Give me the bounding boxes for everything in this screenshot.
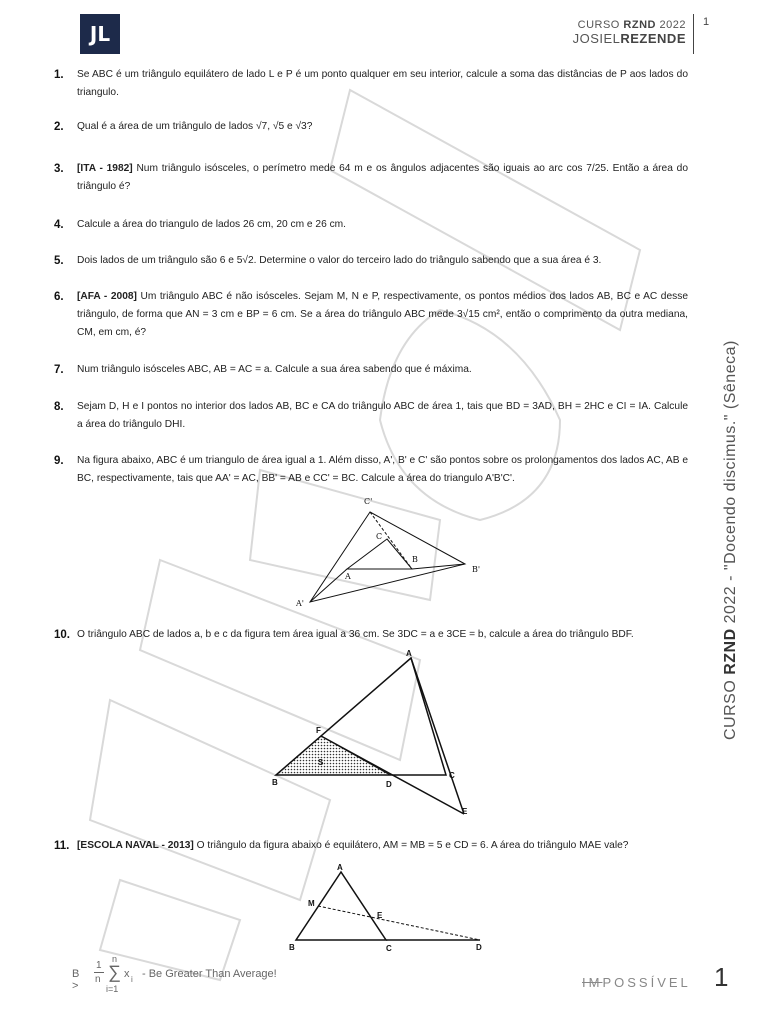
label-b-prime: B' <box>472 565 481 574</box>
question-number: 11. <box>54 840 70 852</box>
side-caption: CURSO RZND 2022 - "Docendo discimus." (Sêneca) <box>722 340 739 740</box>
question-1 <box>54 66 688 102</box>
brand-logo: JL <box>80 14 120 54</box>
question-text: Dois lados de um triângulo são 6 e 5√2. Determine o valor do terceiro lado do triângulo sabendo que a sua área é 3. <box>77 255 602 266</box>
figure-q10 <box>266 648 476 818</box>
question-9 <box>54 452 688 488</box>
label-c-prime: C' <box>364 497 373 506</box>
question-text: Sejam D, H e I pontos no interior dos lados AB, BC e CA do triângulo ABC de área 1, tais que BD = 3AD, BH = 2HC e CI = IA. Calcule a área do triângulo DHI. <box>77 401 688 430</box>
label-a: A <box>406 649 412 658</box>
question-8 <box>54 398 688 434</box>
label-e: E <box>377 911 383 920</box>
question-text: Num triângulo isósceles ABC, AB = AC = a. Calcule a sua área sabendo que é máxima. <box>77 364 472 375</box>
figure-q11 <box>284 860 489 952</box>
question-source: [AFA - 2008] <box>77 291 137 302</box>
label-b: B <box>289 943 295 952</box>
question-text: Um triângulo ABC é não isósceles. Sejam M, N e P, respectivamente, os pontos médios dos lados AB, BC e AC desse triângulo, de forma que AN = 3 cm e BP = 6 cm. Se a área do triângulo ABC mede 3√15 cm², então o comprimento da outra mediana, CM, em cm, é? <box>77 291 688 338</box>
label-f: F <box>316 726 321 735</box>
question-2 <box>54 118 688 136</box>
page-header: CURSO RZND 2022 JOSIELREZENDE <box>572 19 686 46</box>
label-d: D <box>476 943 482 952</box>
label-c: C <box>449 771 455 780</box>
question-number: 2. <box>54 121 64 133</box>
question-source: [ESCOLA NAVAL - 2013] <box>77 840 194 851</box>
label-b: B <box>412 555 418 564</box>
question-text: Qual é a área de um triângulo de lados √7, √5 e √3? <box>77 121 313 132</box>
question-number: 4. <box>54 219 64 231</box>
triangle-outer <box>310 512 465 602</box>
question-3 <box>54 160 688 196</box>
question-text: Calcule a área do triangulo de lados 26 cm, 20 cm e 26 cm. <box>77 219 346 230</box>
label-s: S <box>318 758 324 767</box>
label-b: B <box>272 778 278 787</box>
question-7 <box>54 361 688 379</box>
question-number: 7. <box>54 364 64 376</box>
label-c: C <box>376 532 383 541</box>
label-d: D <box>386 780 392 789</box>
label-c: C <box>386 944 392 952</box>
question-text: Num triângulo isósceles, o perímetro mede 64 m e os ângulos adjacentes são iguais ao arc cos 7/25. Então a área do triângulo é? <box>77 163 688 192</box>
question-number: 5. <box>54 255 64 267</box>
figure-q9 <box>290 492 490 612</box>
header-page-number: 1 <box>703 16 710 28</box>
question-number: 9. <box>54 455 64 467</box>
label-e: E <box>462 807 468 816</box>
question-10 <box>54 626 688 644</box>
label-m: M <box>308 899 315 908</box>
label-a: A <box>337 863 343 872</box>
question-6 <box>54 288 688 342</box>
header-divider <box>693 14 694 54</box>
question-number: 1. <box>54 69 64 81</box>
question-4 <box>54 216 688 234</box>
triangle-inner <box>347 539 412 569</box>
footer-tagline: - Be Greater Than Average! <box>142 968 277 980</box>
question-5 <box>54 252 688 270</box>
question-11 <box>54 837 688 855</box>
question-source: [ITA - 1982] <box>77 163 133 174</box>
question-number: 6. <box>54 291 64 303</box>
question-text: Na figura abaixo, ABC é um triangulo de área igual a 1. Além disso, A', B' e C' são pontos sobre os prolongamentos dos lados AC, AB e BC, respectivamente, tais que AA' = AC, BB' = AB e CC' = BC. Calcule a área do triangulo A'B'C'. <box>77 455 688 484</box>
question-number: 8. <box>54 401 64 413</box>
question-text: Se ABC é um triângulo equilátero de lado L e P é um ponto qualquer em seu interior, calcule a soma das distâncias de P aos lados do triangulo. <box>77 69 688 98</box>
footer-brand: IMPOSSÍVEL <box>582 975 691 990</box>
footer-page-number: 1 <box>714 962 729 992</box>
question-text: O triângulo da figura abaixo é equilátero, AM = MB = 5 e CD = 6. A área do triângulo MAE vale? <box>193 840 629 851</box>
question-number: 3. <box>54 163 64 175</box>
label-a: A <box>345 572 351 581</box>
label-a-prime: A' <box>296 599 304 608</box>
question-text: O triângulo ABC de lados a, b e c da figura tem área igual a 36 cm. Se 3DC = a e 3CE = b, calcule a área do triângulo BDF. <box>77 629 634 640</box>
question-number: 10. <box>54 629 70 641</box>
